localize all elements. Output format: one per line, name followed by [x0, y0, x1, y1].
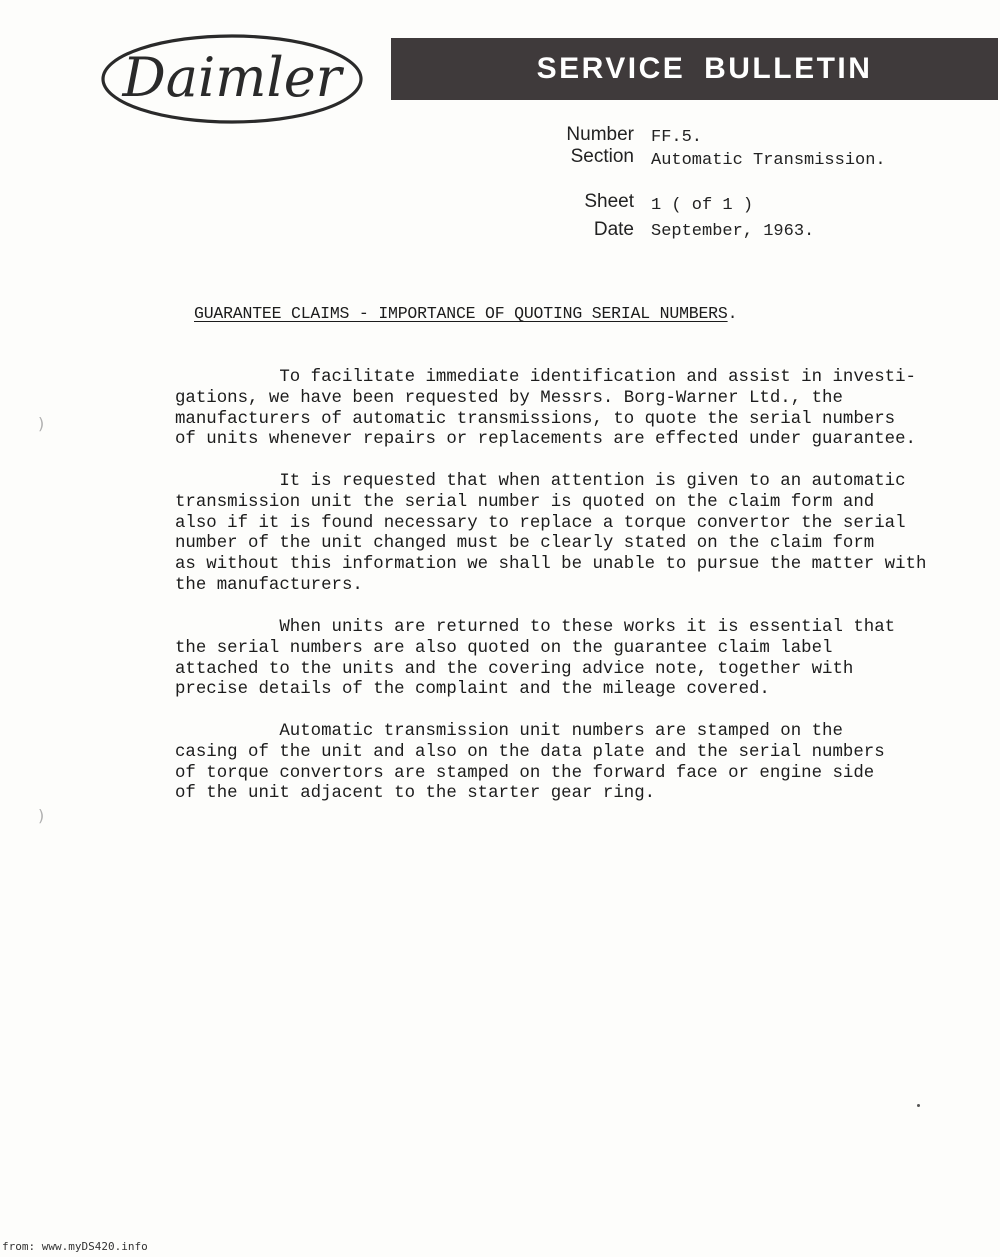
paragraph-1: To facilitate immediate identification and assist in investi- gations, we have been requested by Messrs. Borg-Warner Ltd., the manufacturers of automatic transmissions, to quote the serial numbers of units whenever repairs or replacements are effected under guarantee. [175, 368, 916, 450]
date-label: Date [593, 219, 634, 240]
margin-mark: ) [38, 806, 45, 825]
paragraph-4: Automatic transmission unit numbers are stamped on the casing of the unit and also on the data plate and the serial numbers of torque convertors are stamped on the forward face or engine side of the unit adjacent to the starter gear ring. [175, 722, 885, 804]
margin-mark: ) [38, 414, 45, 433]
section-value: Automatic Transmission. [651, 151, 886, 170]
daimler-logo-graphic [100, 32, 364, 126]
service-bulletin-banner [391, 38, 998, 100]
banner-title: SERVICE BULLETIN [536, 52, 873, 85]
number-label: Number [566, 124, 634, 145]
logo-text: Daimler [122, 46, 342, 109]
paragraph-2: It is requested that when attention is given to an automatic transmission unit the serial number is quoted on the claim form and also if it is found necessary to replace a torque convertor the serial number of the unit changed must be clearly stated on the claim form as without this information we shall be unable to pursue the matter with the manufacturers. [175, 472, 927, 595]
heading-text: GUARANTEE CLAIMS - IMPORTANCE OF QUOTING SERIAL NUMBERS [194, 304, 728, 323]
number-value: FF.5. [651, 128, 703, 147]
paragraph-3: When units are returned to these works it is essential that the serial numbers are also quoted on the guarantee claim label attached to the units and the covering advice note, together with precise details of the complaint and the mileage covered. [175, 618, 896, 700]
heading-period: . [727, 304, 738, 323]
source-footer: from: www.myDS420.info [2, 1240, 148, 1253]
sheet-label: Sheet [584, 191, 634, 212]
date-value: September, 1963. [651, 222, 815, 241]
sheet-value: 1 ( of 1 ) [651, 196, 754, 215]
bulletin-heading [194, 304, 737, 323]
daimler-logo [100, 32, 364, 126]
speck [917, 1104, 920, 1107]
section-label: Section [570, 146, 634, 167]
